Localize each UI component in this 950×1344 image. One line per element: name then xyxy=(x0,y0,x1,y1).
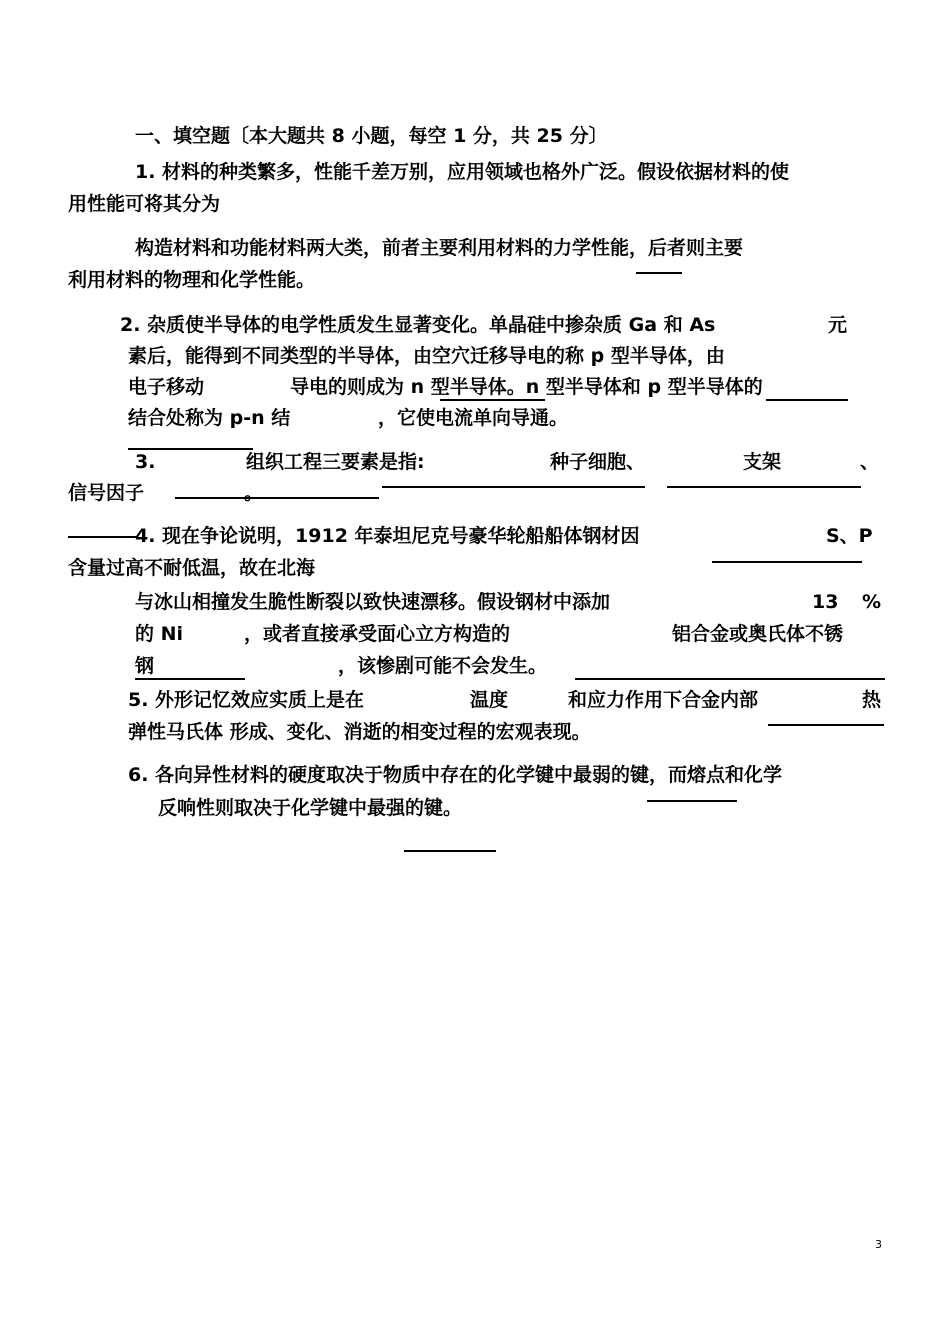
q2-blank-underline-1 xyxy=(440,399,545,401)
q5-blank-underline xyxy=(768,724,884,726)
q2-line-2: 素后，能得到不同类型的半导体，由空穴迁移导电的称 p 型半导体，由 xyxy=(128,345,725,367)
q3-end: 。 xyxy=(244,482,264,504)
q4-line-4: ，或者直接承受面心立方构造的 xyxy=(244,623,511,645)
q2-line-3-answer: 电子移动 xyxy=(128,376,205,398)
q4-line-1-answer: S、P xyxy=(826,525,873,547)
q2-line-4-answer: 结合处称为 p-n 结 xyxy=(128,407,291,429)
q4-line-3-answer: 13 xyxy=(812,591,839,613)
q2-line-4: ，它使电流单向导通。 xyxy=(378,407,569,429)
q1-blank-underline xyxy=(636,272,682,274)
q3-blank-underline-1 xyxy=(382,486,645,488)
q6-blank-underline-2 xyxy=(404,850,496,852)
q4-blank-underline-1 xyxy=(712,561,862,563)
q2-blank-underline-2 xyxy=(766,399,848,401)
q4-line-2: 含量过高不耐低温，故在北海 xyxy=(68,557,316,579)
q4-blank-underline-2 xyxy=(135,678,245,680)
q1-line-3: 构造材料和功能材料两大类，前者主要利用材料的力学性能，后者则主要 xyxy=(135,237,744,259)
q3-text: 组织工程三要素是指: xyxy=(246,451,425,473)
q3-number: 3. xyxy=(135,451,156,473)
q1-line-2: 用性能可将其分为 xyxy=(68,193,221,215)
q4-blank-underline-3 xyxy=(575,678,885,680)
q4-line-4-answer-2: 铝合金或奥氏体不锈 xyxy=(672,623,844,645)
q5-answer-2-start: 热 xyxy=(862,689,882,711)
q4-line-1: 4. 现在争论说明，1912 年泰坦尼克号豪华轮船船体钢材因 xyxy=(135,525,640,547)
q6-line-2: 反响性则取决于化学键中最强的键。 xyxy=(158,797,463,819)
q5-line-2: 弹性马氏体 形成、变化、消逝的相变过程的宏观表现。 xyxy=(128,721,591,743)
q3-answer-2: 支架 xyxy=(743,451,782,473)
q3-blank-underline-2 xyxy=(667,486,861,488)
section-title: 一、填空题〔本大题共 8 小题，每空 1 分，共 25 分〕 xyxy=(135,125,608,147)
q2-line-1-end: 元 xyxy=(828,314,848,336)
q2-line-1: 2. 杂质使半导体的电学性质发生显著变化。单晶硅中掺杂质 Ga 和 As xyxy=(120,314,716,336)
q4-strike-line xyxy=(68,536,138,538)
q6-blank-underline-1 xyxy=(647,800,737,802)
q5-line-1-mid: 和应力作用下合金内部 xyxy=(568,689,759,711)
q1-line-4: 利用材料的物理和化学性能。 xyxy=(68,269,316,291)
q4-line-5: ，该惨剧可能不会发生。 xyxy=(338,655,548,677)
q3-answer-1: 种子细胞、 xyxy=(550,451,646,473)
q5-answer-1: 温度 xyxy=(470,689,509,711)
q4-line-5-answer: 钢 xyxy=(135,655,155,677)
q1-line-1: 1. 材料的种类繁多，性能千差万别，应用领域也格外广泛。假设依据材料的使 xyxy=(135,161,790,183)
q3-answer-3: 信号因子 xyxy=(68,482,145,504)
q4-line-3: 与冰山相撞发生脆性断裂以致快速漂移。假设钢材中添加 xyxy=(135,591,611,613)
q4-line-4-answer: 的 Ni xyxy=(135,623,184,645)
page-number: 3 xyxy=(875,1238,882,1251)
q4-line-3-percent: % xyxy=(862,591,882,613)
q5-line-1: 5. 外形记忆效应实质上是在 xyxy=(128,689,365,711)
q2-line-3: 导电的则成为 n 型半导体。n 型半导体和 p 型半导体的 xyxy=(290,376,763,398)
q6-line-1: 6. 各向异性材料的硬度取决于物质中存在的化学键中最弱的键，而熔点和化学 xyxy=(128,764,783,786)
q3-blank-underline-3 xyxy=(175,497,379,499)
q3-separator: 、 xyxy=(860,451,880,473)
